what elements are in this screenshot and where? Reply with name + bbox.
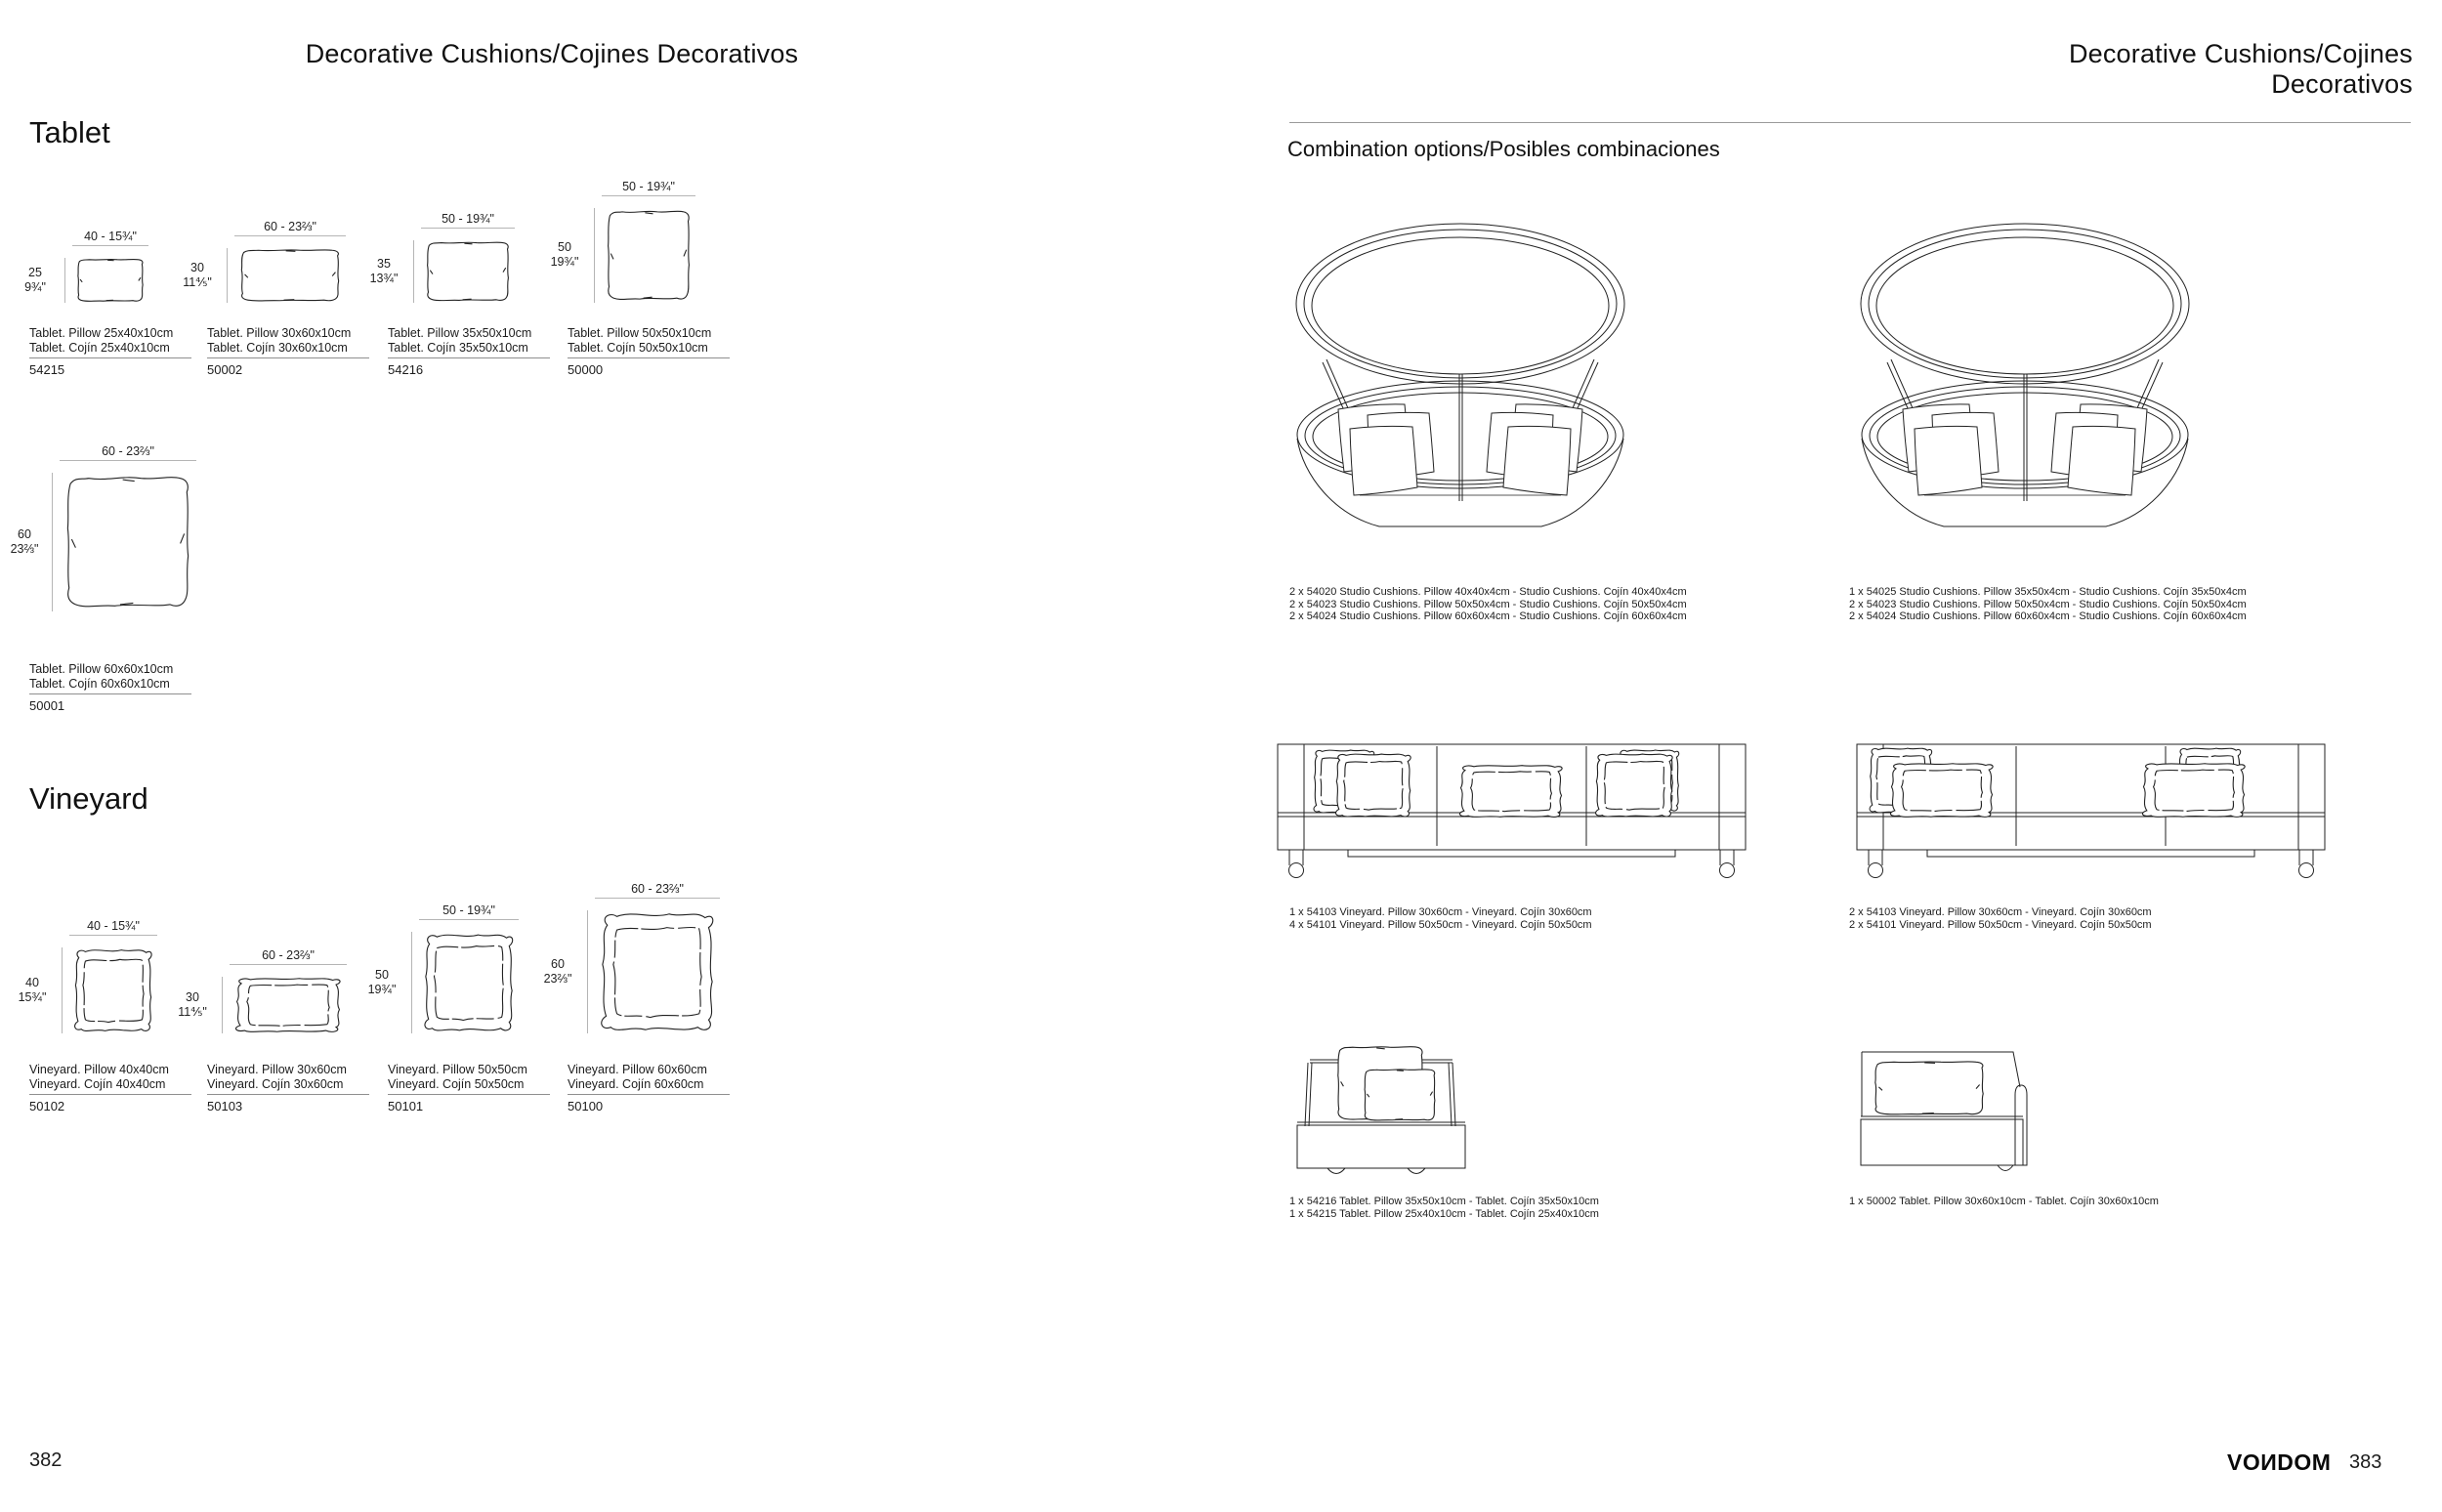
height-dimension-line xyxy=(64,258,65,303)
width-dimension-label: 40 - 15¾" xyxy=(84,230,137,243)
width-dimension-label: 60 - 23⅔" xyxy=(631,882,684,896)
pillow-drawing xyxy=(422,932,516,1033)
height-dimension-label: 35 13¾" xyxy=(369,257,399,285)
height-dimension-line xyxy=(52,473,53,611)
sofa-1-caption: 1 x 54103 Vineyard. Pillow 30x60cm - Vineyard. Cojín 30x60cm 4 x 54101 Vineyard. Pillow 50x50cm - Vineyard. Cojín 50x50cm xyxy=(1289,906,1592,931)
product-code: 50102 xyxy=(29,1099,65,1113)
height-dimension-label: 60 23⅔" xyxy=(543,957,572,986)
width-dimension-line xyxy=(234,235,346,236)
product-code: 50000 xyxy=(568,362,604,377)
width-dimension-line xyxy=(421,228,515,229)
header-rule xyxy=(1289,122,2411,123)
caption-underline xyxy=(568,1094,730,1095)
width-dimension-label: 60 - 23⅔" xyxy=(264,220,316,233)
width-dimension-line xyxy=(602,195,695,196)
armchair-drawing-1 xyxy=(1280,1030,1480,1177)
daybed-2-caption: 1 x 54025 Studio Cushions. Pillow 35x50x4cm - Studio Cushions. Cojín 35x50x4cm 2 x 54023 Studio Cushions. Pillow 50x50x4cm - Studio Cushions. Cojín 50x50x4cm 2 x 54024 Studio Cushions. Pillow 60x60x4cm - Studio Cushions. Cojín 60x60x4cm xyxy=(1849,586,2247,622)
width-dimension-label: 60 - 23⅔" xyxy=(102,444,154,458)
pillow-drawing xyxy=(237,248,343,303)
height-dimension-label: 50 19¾" xyxy=(367,968,397,996)
product-caption: Tablet. Pillow 25x40x10cm Tablet. Cojín 25x40x10cm xyxy=(29,326,174,355)
height-dimension-line xyxy=(594,208,595,303)
pillow-drawing xyxy=(424,240,512,303)
height-dimension-label: 25 9¾" xyxy=(24,266,46,294)
height-dimension-label: 30 11⅘" xyxy=(183,261,212,289)
width-dimension-label: 50 - 19¾" xyxy=(622,180,675,193)
caption-underline xyxy=(207,357,369,358)
width-dimension-label: 40 - 15¾" xyxy=(87,919,140,933)
width-dimension-label: 60 - 23⅔" xyxy=(262,948,315,962)
height-dimension-label: 40 15¾" xyxy=(18,976,47,1004)
pillow-drawing xyxy=(232,977,344,1033)
armchair-1-caption: 1 x 54216 Tablet. Pillow 35x50x10cm - Tablet. Cojín 35x50x10cm 1 x 54215 Tablet. Pillow 25x40x10cm - Tablet. Cojín 25x40x10cm xyxy=(1289,1196,1599,1220)
caption-underline xyxy=(29,357,191,358)
daybed-1-caption: 2 x 54020 Studio Cushions. Pillow 40x40x4cm - Studio Cushions. Cojín 40x40x4cm 2 x 54023 Studio Cushions. Pillow 50x50x4cm - Studio Cushions. Cojín 50x50x4cm 2 x 54024 Studio Cushions. Pillow 60x60x4cm - Studio Cushions. Cojín 60x60x4cm xyxy=(1289,586,1687,622)
product-code: 54215 xyxy=(29,362,65,377)
width-dimension-line xyxy=(230,964,347,965)
width-dimension-line xyxy=(60,460,196,461)
height-dimension-line xyxy=(222,977,223,1033)
product-code: 54216 xyxy=(388,362,424,377)
caption-underline xyxy=(568,357,730,358)
caption-underline xyxy=(207,1094,369,1095)
height-dimension-label: 50 19¾" xyxy=(550,240,579,269)
product-caption: Tablet. Pillow 60x60x10cm Tablet. Cojín 60x60x10cm xyxy=(29,662,174,691)
page-number-left: 382 xyxy=(29,1449,63,1471)
product-caption: Tablet. Pillow 30x60x10cm Tablet. Cojín 30x60x10cm xyxy=(207,326,352,355)
width-dimension-line xyxy=(419,919,519,920)
product-caption: Vineyard. Pillow 60x60cm Vineyard. Cojín 60x60cm xyxy=(568,1063,707,1091)
product-code: 50100 xyxy=(568,1099,604,1113)
caption-underline xyxy=(388,357,550,358)
sofa-drawing-1 xyxy=(1275,735,1748,881)
width-dimension-label: 50 - 19¾" xyxy=(442,212,494,226)
pillow-drawing xyxy=(598,910,717,1033)
product-code: 50103 xyxy=(207,1099,243,1113)
width-dimension-line xyxy=(72,245,148,246)
daybed-drawing-1 xyxy=(1289,220,1631,542)
pillow-drawing xyxy=(63,473,193,611)
height-dimension-line xyxy=(227,248,228,303)
right-page-title: Decorative Cushions/Cojines Decorativos xyxy=(2068,39,2413,99)
section-heading-vineyard: Vineyard xyxy=(29,781,148,816)
pillow-drawing xyxy=(72,947,154,1033)
product-caption: Vineyard. Pillow 30x60cm Vineyard. Cojín 30x60cm xyxy=(207,1063,347,1091)
section-heading-tablet: Tablet xyxy=(29,115,110,149)
height-dimension-line xyxy=(411,932,412,1033)
left-page-title: Decorative Cushions/Cojines Decorativos xyxy=(305,39,799,68)
caption-underline xyxy=(388,1094,550,1095)
product-caption: Vineyard. Pillow 50x50cm Vineyard. Cojín 50x50cm xyxy=(388,1063,527,1091)
page-number-right: 383 xyxy=(2349,1451,2382,1473)
combination-heading: Combination options/Posibles combinaciones xyxy=(1287,137,1720,161)
height-dimension-line xyxy=(413,240,414,303)
sofa-2-caption: 2 x 54103 Vineyard. Pillow 30x60cm - Vineyard. Cojín 30x60cm 2 x 54101 Vineyard. Pillow 50x50cm - Vineyard. Cojín 50x50cm xyxy=(1849,906,2152,931)
product-caption: Tablet. Pillow 50x50x10cm Tablet. Cojín 50x50x10cm xyxy=(568,326,712,355)
product-code: 50101 xyxy=(388,1099,424,1113)
height-dimension-label: 60 23⅔" xyxy=(10,527,39,556)
width-dimension-line xyxy=(69,935,157,936)
brand-logo: VOИDOM xyxy=(2227,1449,2332,1475)
sofa-drawing-2 xyxy=(1854,735,2328,881)
pillow-drawing xyxy=(75,258,146,303)
product-code: 50001 xyxy=(29,698,65,713)
daybed-drawing-2 xyxy=(1854,220,2196,542)
caption-underline xyxy=(29,1094,191,1095)
product-caption: Vineyard. Pillow 40x40cm Vineyard. Cojín 40x40cm xyxy=(29,1063,169,1091)
product-code: 50002 xyxy=(207,362,243,377)
height-dimension-line xyxy=(62,947,63,1033)
height-dimension-line xyxy=(587,910,588,1033)
product-caption: Tablet. Pillow 35x50x10cm Tablet. Cojín 35x50x10cm xyxy=(388,326,532,355)
pillow-drawing xyxy=(605,208,693,303)
armchair-drawing-2 xyxy=(1859,1030,2049,1177)
width-dimension-label: 50 - 19¾" xyxy=(442,903,495,917)
armchair-2-caption: 1 x 50002 Tablet. Pillow 30x60x10cm - Tablet. Cojín 30x60x10cm xyxy=(1849,1196,2159,1207)
caption-underline xyxy=(29,693,191,694)
width-dimension-line xyxy=(595,898,720,899)
height-dimension-label: 30 11⅘" xyxy=(178,990,207,1019)
